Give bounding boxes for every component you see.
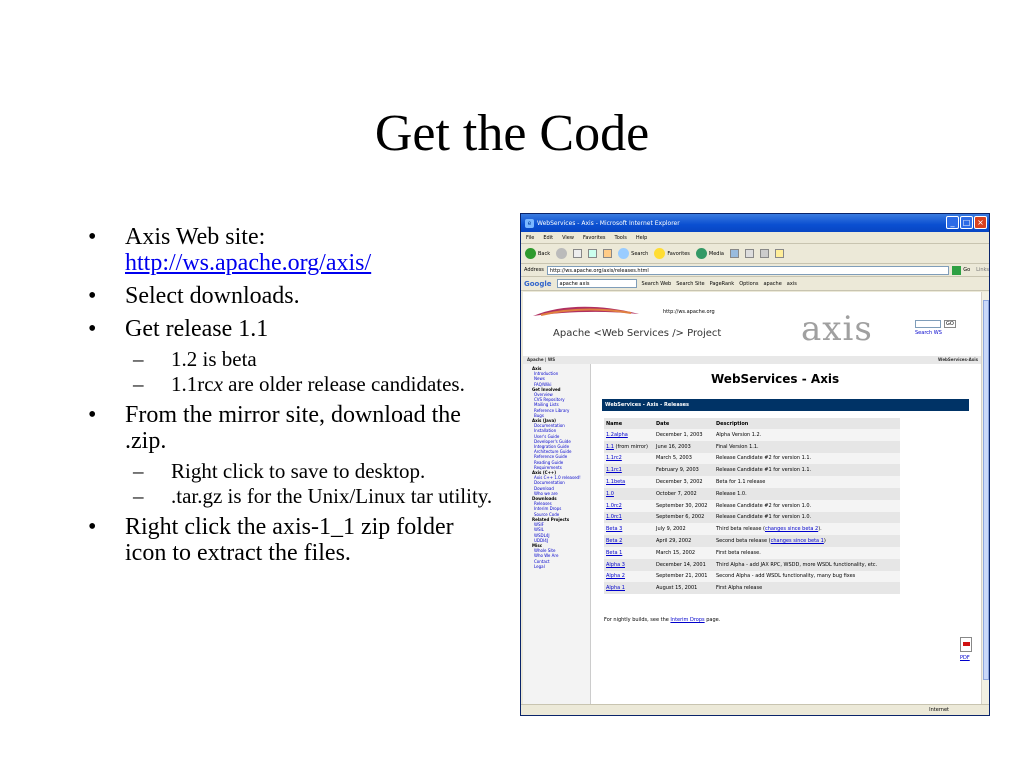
sub-beta: – 1.2 is beta [133, 348, 498, 370]
table-row [604, 464, 900, 476]
release-date-cell: December 3, 2002 [654, 476, 714, 488]
history-icon[interactable] [730, 249, 739, 258]
media-button[interactable]: Media [696, 248, 724, 259]
table-row [604, 476, 900, 488]
apache-feather-icon [531, 302, 641, 324]
release-date-cell: September 21, 2001 [654, 571, 714, 583]
release-name-cell [604, 523, 654, 535]
sidebar-item[interactable]: Installation [534, 428, 557, 434]
sidebar-item[interactable]: Reference Library [534, 407, 570, 413]
release-description-cell: Release Candidate #1 for version 1.1. [714, 464, 900, 476]
sidebar-item[interactable]: FAQ/Wiki [534, 381, 552, 387]
scrollbar-thumb[interactable] [983, 300, 989, 680]
release-description-cell: Beta for 1.1 release [714, 476, 900, 488]
sidebar-item[interactable]: Who We Are [534, 553, 559, 559]
sub-tar: – .tar.gz is for the Unix/Linux tar utility. [133, 485, 498, 507]
release-link[interactable]: Beta 1 [606, 549, 623, 556]
menu-help[interactable]: Help [635, 234, 648, 241]
bullet-website: • Axis Web site: http://ws.apache.org/axis/ [88, 224, 498, 276]
sub-save: – Right click to save to desktop. [133, 460, 498, 482]
sidebar-section: Axis (C++) [532, 470, 557, 476]
google-logo[interactable]: Google [524, 279, 552, 288]
sidebar-item[interactable]: Interim Drops [534, 506, 562, 512]
table-row [604, 571, 900, 583]
table-row [604, 535, 900, 547]
maximize-icon[interactable]: □ [960, 216, 973, 229]
sidebar-item[interactable]: Legal [534, 563, 545, 569]
release-name-cell [604, 559, 654, 571]
sidebar-section: Axis [532, 366, 542, 371]
browser-window [520, 213, 990, 716]
mirror-sublist [125, 460, 498, 507]
table-row [604, 512, 900, 524]
release-date-cell: August 15, 2001 [654, 582, 714, 594]
sidebar-item[interactable]: Releases [534, 501, 552, 507]
release-link[interactable]: 1.0rc1 [606, 514, 622, 521]
bullet-list [88, 224, 498, 573]
release-link[interactable]: Alpha 3 [606, 561, 625, 568]
menu-tools[interactable]: Tools [614, 234, 627, 241]
release-description-cell: Release Candidate #2 for version 1.0. [714, 500, 900, 512]
search-button[interactable]: Search [618, 248, 648, 259]
releases-table [604, 418, 900, 594]
release-description-cell: First Alpha release [714, 582, 900, 594]
release-link[interactable]: 1.2alpha [606, 431, 628, 438]
pdf-icon[interactable] [960, 637, 972, 652]
bullet-release: • Get release 1.1 – 1.2 is beta – 1.1rcx are older release candidates. [88, 316, 498, 395]
release-link[interactable]: Alpha 2 [606, 573, 625, 580]
release-description-cell: Second Alpha - add WSDL functionality, many bug fixes [714, 571, 900, 583]
page-content [523, 292, 982, 706]
release-link[interactable]: 1.0 [606, 490, 614, 497]
sidebar-item[interactable]: Bugs [534, 412, 544, 418]
column-header-date: Date [654, 418, 714, 429]
sidebar-item[interactable]: WSIF [534, 522, 544, 528]
window-titlebar [521, 214, 989, 232]
breadcrumb[interactable]: Apache | WS [527, 357, 556, 362]
sidebar-item[interactable]: Developer's Guide [534, 438, 571, 444]
search-web-button[interactable]: Search Web [641, 280, 672, 287]
column-header-description: Description [714, 418, 900, 429]
table-row [604, 453, 900, 465]
release-link[interactable]: 1.1rc1 [606, 467, 622, 474]
release-link[interactable]: 1.1beta [606, 479, 626, 486]
sidebar-item[interactable]: UDDI4J [534, 537, 548, 543]
nightly-note: For nightly builds, see the Interim Drops page. [604, 617, 721, 623]
sidebar-item[interactable]: Mailing Lists [534, 402, 559, 408]
project-title: Apache <Web Services /> Project [553, 328, 722, 339]
ws-search-label: Search WS [915, 330, 942, 336]
highlight-axis-button[interactable]: axis [786, 280, 797, 287]
breadcrumb-current: WebServices-Axis [938, 357, 978, 362]
search-icon [618, 248, 629, 259]
release-sublist [125, 348, 498, 395]
minimize-icon[interactable]: _ [946, 216, 959, 229]
print-icon[interactable] [760, 249, 769, 258]
options-button[interactable]: Options [739, 280, 759, 287]
release-description-cell: Third Alpha - add JAX RPC, WSDD, more WSDL functionality, etc. [714, 559, 900, 571]
column-header-name: Name [604, 418, 654, 429]
sidebar-item[interactable]: News [534, 376, 545, 382]
table-row [604, 429, 900, 441]
menu-file[interactable]: File [526, 234, 535, 241]
sidebar-section: Get Involved [532, 386, 561, 392]
sub-rc: – 1.1rcx are older release candidates. [133, 373, 498, 395]
release-date-cell: February 9, 2003 [654, 464, 714, 476]
star-icon [654, 248, 665, 259]
release-description-cell: Release 1.0. [714, 488, 900, 500]
table-row [604, 547, 900, 559]
release-description-cell: Alpha Version 1.2. [714, 429, 900, 441]
release-date-cell: June 16, 2003 [654, 441, 714, 453]
sidebar-item[interactable]: Contact [534, 558, 550, 564]
sidebar-item[interactable]: Documentation [534, 480, 565, 486]
axis-site-link[interactable]: http://ws.apache.org/axis/ [125, 250, 372, 276]
axis-logo: axis [801, 309, 873, 349]
slide-title: Get the Code [374, 105, 650, 162]
status-zone: Internet [929, 707, 949, 713]
sidebar-section: Misc [532, 542, 543, 548]
back-button[interactable]: Back [525, 248, 550, 259]
sidebar-item[interactable]: Axis C++ 1.0 released! [534, 475, 581, 481]
release-description-cell: Third beta release (changes since beta 2). [714, 523, 900, 535]
changes-link[interactable]: changes since beta 1 [770, 538, 824, 545]
table-row [604, 559, 900, 571]
bullet-downloads: • Select downloads. [88, 283, 498, 309]
browser-toolbar [521, 244, 989, 264]
release-name-cell [604, 582, 654, 594]
main-content [591, 364, 982, 706]
table-row [604, 582, 900, 594]
release-description-cell: Release Candidate #2 for version 1.1. [714, 453, 900, 465]
breadcrumb-strip [523, 356, 982, 364]
release-date-cell: December 1, 2003 [654, 429, 714, 441]
release-name-cell [604, 571, 654, 583]
sidebar-item[interactable]: Whole Site [534, 548, 556, 554]
release-link[interactable]: 1.1rc2 [606, 455, 622, 462]
folder-icon[interactable] [775, 249, 784, 258]
sidebar-item[interactable]: Integration Guide [534, 444, 570, 450]
pagerank-indicator: PageRank [709, 280, 735, 287]
release-date-cell: April 29, 2002 [654, 535, 714, 547]
sidebar-section: Related Projects [532, 516, 570, 522]
window-controls [946, 216, 987, 229]
window-title: WebServices - Axis - Microsoft Internet Explorer [537, 219, 680, 227]
sidebar-item[interactable]: Who we are [534, 490, 558, 496]
release-name-cell [604, 488, 654, 500]
sidebar-section: Downloads [532, 496, 557, 502]
sidebar-item[interactable]: Requirements [534, 464, 562, 470]
menu-edit[interactable]: Edit [543, 234, 554, 241]
sidebar-item[interactable]: Download [534, 485, 554, 491]
pdf-link[interactable]: PDF [960, 655, 970, 661]
bullet-mirror: • From the mirror site, download the .zip. – Right click to save to desktop. – .tar.gz is for the Unix/Linux tar utility. [88, 402, 498, 507]
ie-icon: e [525, 219, 534, 228]
sidebar-item[interactable]: Reference Guide [534, 454, 568, 460]
page-header [523, 292, 982, 356]
release-link[interactable]: 1.0rc2 [606, 502, 622, 509]
favorites-button[interactable]: Favorites [654, 248, 690, 259]
release-date-cell: March 15, 2002 [654, 547, 714, 559]
page-title: WebServices - Axis [711, 372, 840, 386]
header-url: http://ws.apache.org [663, 309, 715, 315]
sidebar-item[interactable]: WSIL [534, 527, 544, 533]
release-name-cell [604, 476, 654, 488]
status-bar [521, 704, 989, 715]
release-date-cell: September 6, 2002 [654, 512, 714, 524]
release-name-cell [604, 547, 654, 559]
ws-search-input[interactable] [915, 320, 941, 328]
mail-icon[interactable] [745, 249, 754, 258]
sidebar-item[interactable]: WSDL4J [534, 532, 550, 538]
release-date-cell: October 7, 2002 [654, 488, 714, 500]
table-row [604, 500, 900, 512]
sidebar-item[interactable]: CVS Repository [534, 397, 565, 403]
release-name-cell [604, 500, 654, 512]
menu-favorites[interactable]: Favorites [582, 234, 606, 241]
release-name-cell [604, 512, 654, 524]
release-link[interactable]: Alpha 1 [606, 585, 625, 592]
sidebar-item[interactable]: Source Code [534, 511, 560, 517]
close-icon[interactable]: × [974, 216, 987, 229]
search-site-button[interactable]: Search Site [676, 280, 705, 287]
release-description-cell: Final Version 1.1. [714, 441, 900, 453]
address-input[interactable]: http://ws.apache.org/axis/releases.html [547, 266, 949, 275]
release-link[interactable]: 1.1 [606, 443, 614, 450]
sidebar-item[interactable]: Overview [534, 392, 553, 398]
release-date-cell: March 5, 2003 [654, 453, 714, 465]
stop-icon[interactable] [573, 249, 582, 258]
bullet-extract: • Right click the axis-1_1 zip folder icon to extract the files. [88, 514, 498, 566]
release-description-cell: First beta release. [714, 547, 900, 559]
media-icon [696, 248, 707, 259]
sidebar-item[interactable]: Reading Guide [534, 459, 564, 465]
back-arrow-icon [525, 248, 536, 259]
go-button[interactable]: Go [963, 267, 971, 273]
address-bar [521, 264, 989, 277]
release-name-cell [604, 464, 654, 476]
release-date-cell: July 9, 2002 [654, 523, 714, 535]
ws-search-go-button[interactable]: GO [946, 321, 954, 327]
sidebar-section: Axis (Java) [532, 418, 556, 424]
release-description-cell: Release Candidate #1 for version 1.0. [714, 512, 900, 524]
highlight-apache-button[interactable]: apache [763, 280, 782, 287]
table-row [604, 488, 900, 500]
vertical-scrollbar[interactable] [981, 292, 989, 706]
release-date-cell: September 30, 2002 [654, 500, 714, 512]
section-title: WebServices - Axis - Releases [602, 399, 969, 411]
links-button[interactable]: Links [976, 267, 989, 273]
go-arrow-icon[interactable] [952, 266, 961, 275]
sidebar-item[interactable]: Architecture Guide [534, 449, 572, 455]
refresh-icon[interactable] [588, 249, 597, 258]
home-icon[interactable] [603, 249, 612, 258]
interim-drops-link[interactable]: Interim Drops [670, 617, 705, 623]
release-link[interactable]: Beta 3 [606, 526, 623, 533]
table-row [604, 523, 900, 535]
sidebar-nav [523, 364, 591, 706]
address-label: Address [524, 267, 544, 273]
release-description-cell: Second beta release (changes since beta 1) [714, 535, 900, 547]
google-search-input[interactable]: apache axis [557, 279, 637, 288]
release-name-cell [604, 453, 654, 465]
release-name-cell [604, 535, 654, 547]
table-row [604, 441, 900, 453]
release-name-cell [604, 429, 654, 441]
forward-arrow-icon[interactable] [556, 248, 567, 259]
release-link[interactable]: Beta 2 [606, 538, 623, 545]
sidebar-item[interactable]: Introduction [534, 371, 559, 377]
release-name-cell: 1.1 (from mirror) [604, 441, 654, 453]
menu-view[interactable]: View [562, 234, 574, 241]
changes-link[interactable]: changes since beta 2 [764, 526, 819, 533]
sidebar-item[interactable]: Documentation [534, 423, 565, 429]
menu-bar [521, 232, 989, 244]
google-toolbar [521, 277, 989, 291]
release-date-cell: December 14, 2001 [654, 559, 714, 571]
sidebar-item[interactable]: User's Guide [534, 433, 560, 439]
